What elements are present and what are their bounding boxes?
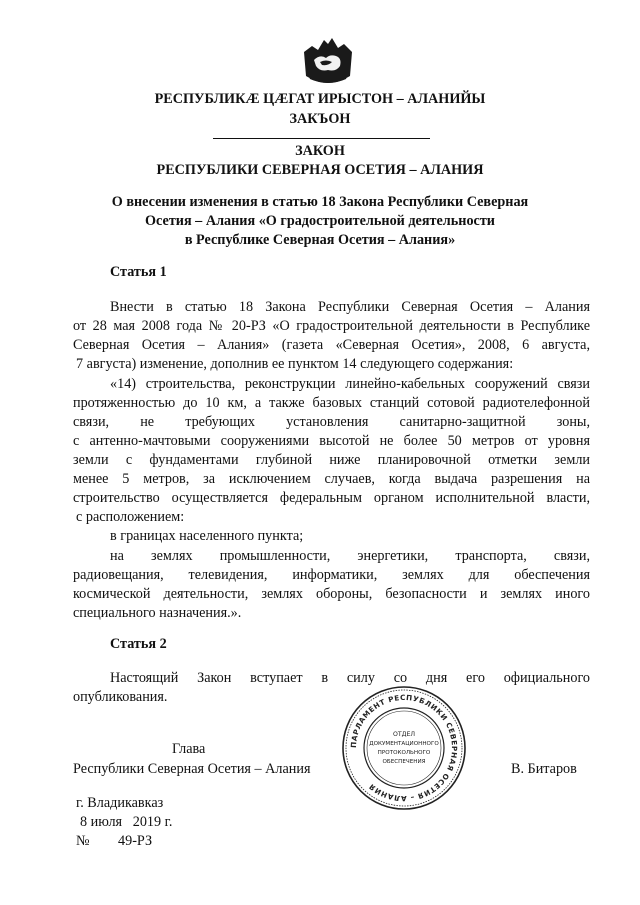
article-1-para1-line: 7 августа) изменение, дополнив ее пунктом 14 следующего содержания: xyxy=(76,356,514,372)
article-1-item-line: строительство осуществляется федеральным органом исполнительной власти, xyxy=(73,490,590,506)
article-1-item-line: космической деятельности, землях обороны, безопасности и землях иного xyxy=(73,586,590,602)
signatory-role: Глава xyxy=(172,741,206,757)
coat-of-arms-icon xyxy=(296,32,360,90)
article-1-item-line: протяженностью до 10 км, а также базовых станций сотовой радиотелефонной xyxy=(73,395,590,411)
signing-city: г. Владикавказ xyxy=(76,795,164,811)
seal-center-text: ДОКУМЕНТАЦИОННОГО xyxy=(369,741,439,747)
header-divider xyxy=(213,138,430,139)
signing-date: 8 июля 2019 г. xyxy=(80,814,173,830)
svg-text:ПАРЛАМЕНТ РЕСПУБЛИКИ СЕВЕРНАЯ xyxy=(349,693,459,803)
article-1-item-line: с антенно-мачтовыми сооружениями высотой не более 50 метров от уровня xyxy=(73,433,590,449)
seal-ring-text: ПАРЛАМЕНТ РЕСПУБЛИКИ СЕВЕРНАЯ ОСЕТИЯ – АЛАНИЯ xyxy=(348,692,460,804)
official-seal-icon xyxy=(340,684,468,812)
article-1-item-line: радиовещания, телевидения, информатики, землях для обеспечения xyxy=(73,567,590,583)
law-number-label: № xyxy=(76,833,90,849)
article-2-para-line: Настоящий Закон вступает в силу со дня его официального xyxy=(110,670,590,686)
header-line-ossetian-law: ЗАКЪОН xyxy=(289,111,351,127)
signatory-name: В. Битаров xyxy=(511,761,577,777)
article-2-heading: Статья 2 xyxy=(110,636,167,652)
article-1-para1-line: Северная Осетия – Алания» (газета «Северная Осетия», 2008, 6 августа, xyxy=(73,337,590,353)
document-title-line: О внесении изменения в статью 18 Закона Республики Северная xyxy=(111,194,529,210)
article-1-item-line: «14) строительства, реконструкции линейно-кабельных сооружений связи xyxy=(110,376,590,392)
document-title-line: Осетия – Алания «О градостроительной деятельности xyxy=(145,213,495,229)
article-1-heading: Статья 1 xyxy=(110,264,167,280)
article-1-para1-line: от 28 мая 2008 года № 20-РЗ «О градостроительной деятельности в Республике xyxy=(73,318,590,334)
header-line-law: ЗАКОН xyxy=(295,143,345,159)
article-1-item-line: специального назначения.». xyxy=(73,605,242,621)
article-1-item-line: в границах населенного пункта; xyxy=(110,528,304,544)
article-1-item-line: земли с фундаментами глубиной ниже планировочной отметки земли xyxy=(73,452,590,468)
article-2-para-line: опубликования. xyxy=(73,689,168,705)
header-line-ossetian-republic: РЕСПУБЛИКÆ ЦÆГАТ ИРЫСТОН – АЛАНИЙЫ xyxy=(154,91,486,107)
law-number: 49-РЗ xyxy=(118,833,153,849)
article-1-item-line: менее 5 метров, за исключением случаев, когда выдача разрешения на xyxy=(73,471,590,487)
article-1-item-line: с расположением: xyxy=(76,509,185,525)
article-1-item-line: на землях промышленности, энергетики, транспорта, связи, xyxy=(110,548,590,564)
seal-center-text: ОТДЕЛ xyxy=(392,731,416,738)
signatory-role-republic: Республики Северная Осетия – Алания xyxy=(73,761,311,777)
document-title-line: в Республике Северная Осетия – Алания» xyxy=(184,232,456,248)
article-1-item-line: связи, не требующих установления санитарно-защитной зоны, xyxy=(73,414,590,430)
article-1-para1-line: Внести в статью 18 Закона Республики Северная Осетия – Алания xyxy=(110,299,590,315)
header-line-republic: РЕСПУБЛИКИ СЕВЕРНАЯ ОСЕТИЯ – АЛАНИЯ xyxy=(156,162,484,178)
seal-center-text: ПРОТОКОЛЬНОГО xyxy=(377,750,431,756)
seal-center-text: ОБЕСПЕЧЕНИЯ xyxy=(382,759,426,765)
